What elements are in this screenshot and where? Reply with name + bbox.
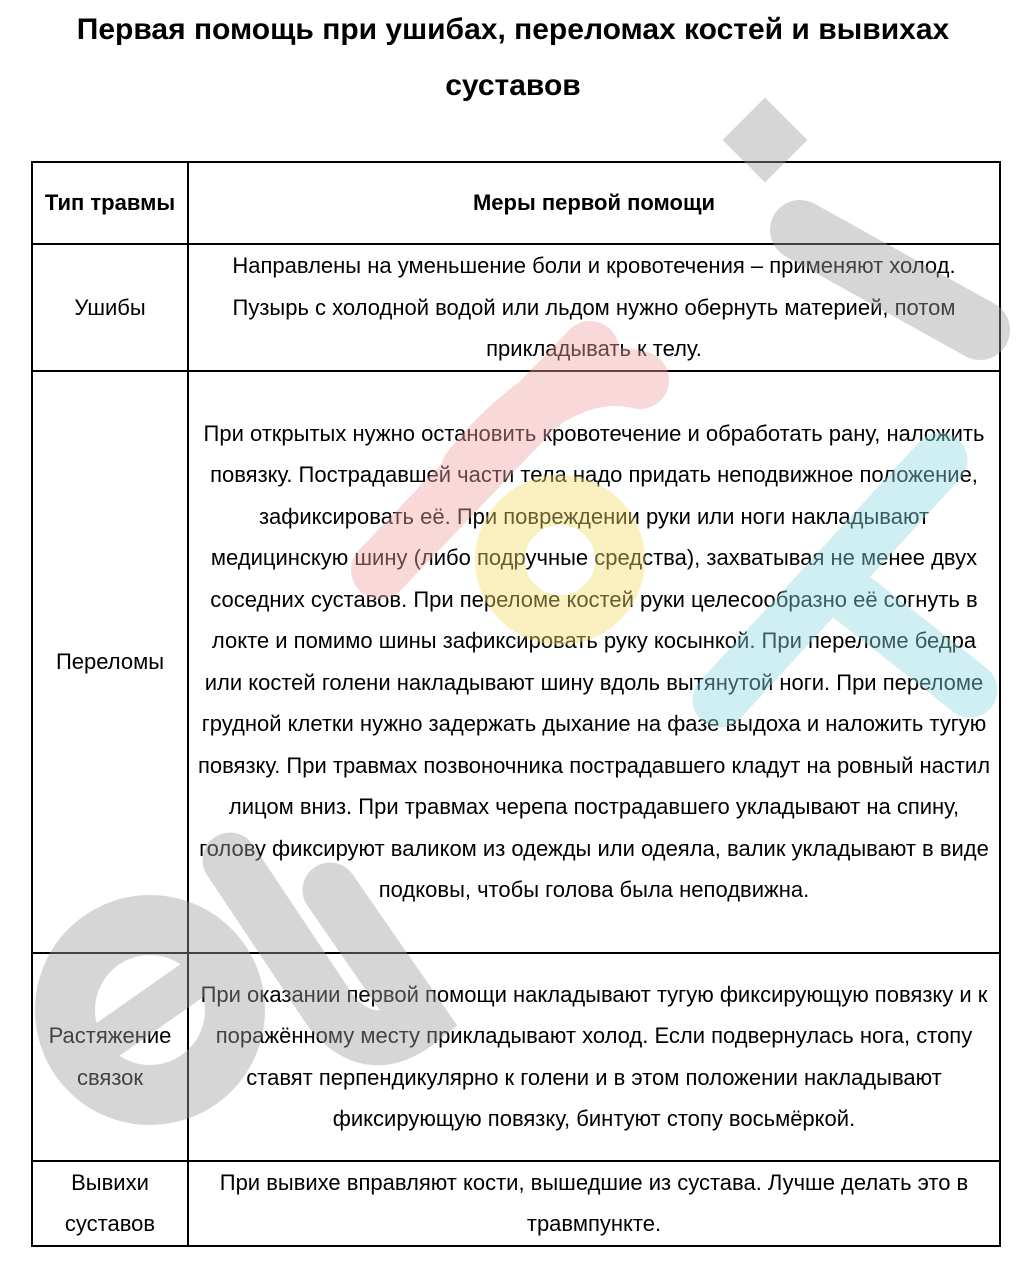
injury-type-cell: Переломы	[32, 371, 188, 953]
injury-type-cell: Ушибы	[32, 244, 188, 371]
table-row	[32, 244, 1000, 371]
measures-cell: Направлены на уменьшение боли и кровотечения – применяют холод. Пузырь с холодной водой или льдом нужно обернуть материей, потом прикладывать к телу.	[188, 244, 1000, 371]
measures-cell: При вывихе вправляют кости, вышедшие из сустава. Лучше делать это в травмпункте.	[188, 1161, 1000, 1246]
page-title: Первая помощь при ушибах, переломах костей и вывихах суставов	[76, 13, 950, 102]
measures-cell: При оказании первой помощи накладывают тугую фиксирующую повязку и к поражённому месту прикладывают холод. Если подвернулась нога, стопу ставят перпендикулярно к голени и в этом положении накладывают фиксирующую повязку, бинтуют стопу восьмёркой.	[188, 953, 1000, 1161]
header-first-aid-measures: Меры первой помощи	[188, 162, 1000, 244]
table-row	[32, 371, 1000, 953]
first-aid-table	[31, 161, 1001, 1247]
table-row	[32, 953, 1000, 1161]
table-row	[32, 1161, 1000, 1246]
injury-type-cell: Растяжение связок	[32, 953, 188, 1161]
table-header-row	[32, 162, 1000, 244]
header-injury-type: Тип травмы	[32, 162, 188, 244]
measures-cell: При открытых нужно остановить кровотечение и обработать рану, наложить повязку. Пострадавшей части тела надо придать неподвижное положение, зафиксировать её. При повреждении руки или ноги накладывают медицинскую шину (либо подручные средства), захватывая не менее двух соседних суставов. При переломе костей руки целесообразно её согнуть в локте и помимо шины зафиксировать руку косынкой. При переломе бедра или костей голени накладывают шину вдоль вытянутой ноги. При переломе грудной клетки нужно задержать дыхание на фазе выдоха и наложить тугую повязку. При травмах позвоночника пострадавшего кладут на ровный настил лицом вниз. При травмах черепа пострадавшего укладывают на спину, голову фиксируют валиком из одежды или одеяла, валик укладывают в виде подковы, чтобы голова была неподвижна.	[188, 371, 1000, 953]
injury-type-cell: Вывихи суставов	[32, 1161, 188, 1246]
